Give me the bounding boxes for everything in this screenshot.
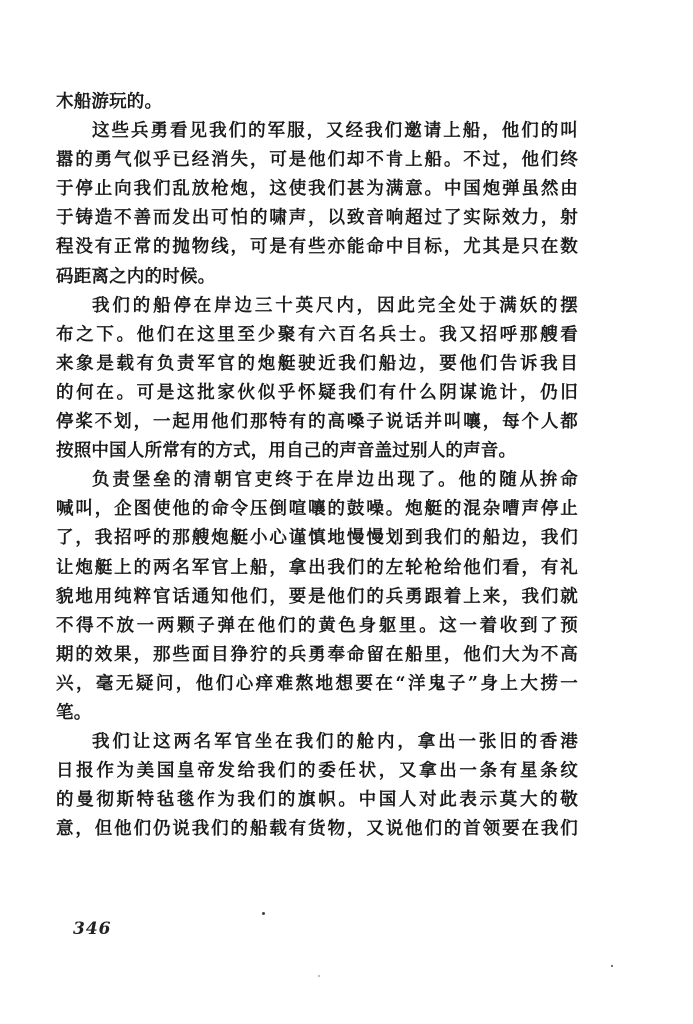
page-number: 346 xyxy=(73,919,112,939)
text-line: 貌地用纯粹官话通知他们，要是他们的兵勇跟着上来，我们就 xyxy=(56,586,578,607)
text-line: 日报作为美国皇帝发给我们的委任状，又拿出一条有星条纹 xyxy=(56,761,578,782)
text-line: 的何在。可是这批家伙似乎怀疑我们有什么阴谋诡计，仍旧 xyxy=(56,382,578,403)
scan-speck xyxy=(262,912,265,915)
text-line: 布之下。他们在这里至少聚有六百名兵士。我又招呼那艘看 xyxy=(56,324,578,345)
text-line: 来象是载有负责军官的炮艇驶近我们船边，要他们告诉我目 xyxy=(56,353,578,374)
text-line: 笔。 xyxy=(56,702,92,723)
text-line: 于停止向我们乱放枪炮，这使我们甚为满意。中国炮弹虽然由 xyxy=(56,179,578,200)
paragraph-start-line: 我们让这两名军官坐在我们的舱内，拿出一张旧的香港 xyxy=(92,732,578,753)
text-line: 兴，毫无疑问，他们心痒难熬地想要在“洋鬼子”身上大捞一 xyxy=(56,673,578,694)
body-text xyxy=(56,88,578,844)
text-line: 让炮艇上的两名军官上船，拿出我们的左轮枪给他们看，有礼 xyxy=(56,557,578,578)
text-line: 意，但他们仍说我们的船载有货物，又说他们的首领要在我们 xyxy=(56,819,578,840)
scan-speck xyxy=(611,965,613,967)
text-line: 按照中国人所常有的方式，用自己的声音盖过别人的声音。 xyxy=(56,441,517,462)
paragraph-start-line: 我们的船停在岸边三十英尺内，因此完全处于满妖的摆 xyxy=(92,295,578,316)
text-line: 期的效果，那些面目狰狞的兵勇奉命留在船里，他们大为不高 xyxy=(56,644,578,665)
text-line: 了，我招呼的那艘炮艇小心谨慎地慢慢划到我们的船边，我们 xyxy=(56,528,578,549)
scan-speck xyxy=(318,975,320,977)
text-line: 停桨不划，一起用他们那特有的高嗓子说话并叫嚷，每个人都 xyxy=(56,412,578,433)
text-line: 码距离之内的时候。 xyxy=(56,266,216,287)
text-line: 木船游玩的。 xyxy=(56,92,163,112)
text-line: 喊叫，企图使他的命令压倒喧嚷的鼓噪。炮艇的混杂嘈声停止 xyxy=(56,499,578,520)
text-line: 程没有正常的抛物线，可是有些亦能命中目标，尤其是只在数 xyxy=(56,237,578,258)
text-line: 嚣的勇气似乎已经消失，可是他们却不肯上船。不过，他们终 xyxy=(56,150,578,171)
paragraph-start-line: 这些兵勇看见我们的军服，又经我们邀请上船，他们的叫 xyxy=(92,121,578,142)
text-line: 于铸造不善而发出可怕的啸声，以致音响超过了实际效力，射 xyxy=(56,208,578,229)
text-line: 的曼彻斯特毡毯作为我们的旗帜。中国人对此表示莫大的敬 xyxy=(56,790,578,811)
paragraph-start-line: 负责堡垒的清朝官吏终于在岸边出现了。他的随从拚命 xyxy=(92,470,578,491)
text-line: 不得不放一两颗子弹在他们的黄色身躯里。这一着收到了预 xyxy=(56,615,578,636)
